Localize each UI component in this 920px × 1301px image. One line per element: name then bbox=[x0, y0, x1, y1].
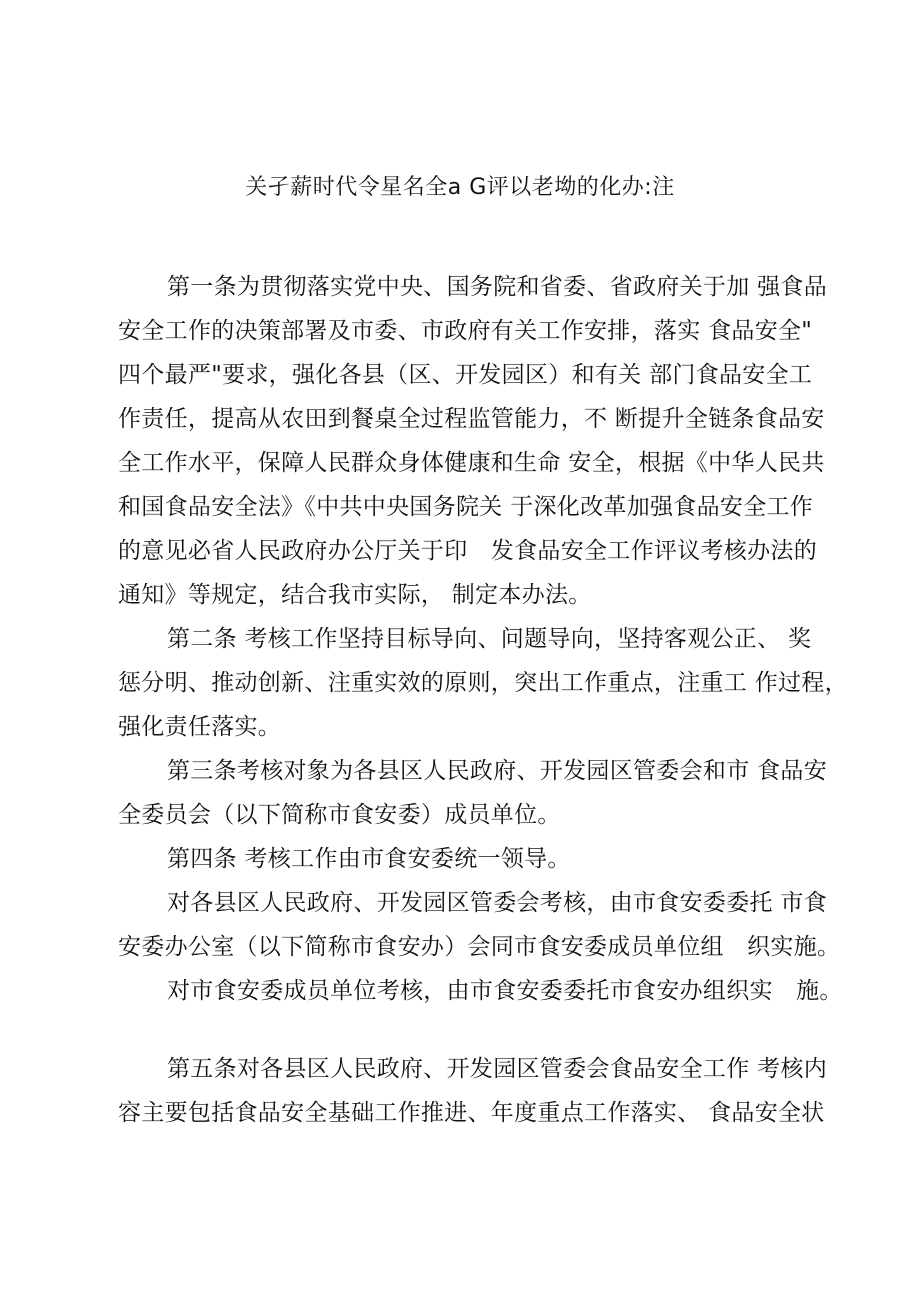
paragraph-line: 全委员会（以下简称市食安委）成员单位。 bbox=[118, 802, 561, 828]
paragraph-line: 对市食安委成员单位考核，由市食安委委托市食安办组织实 施。 bbox=[167, 978, 843, 1004]
paragraph-line: 的意见必省人民政府办公厅关于印 发食品安全工作评议考核办法的 bbox=[118, 538, 817, 564]
paragraph-line: 第二条 考核工作坚持目标导向、问题导向，坚持客观公正、 奖 bbox=[167, 626, 812, 652]
paragraph-line: 全工作水平，保障人民群众身体健康和生命 安全，根据《中华人民共 bbox=[118, 450, 825, 476]
paragraph-line: 通知》等规定，结合我市实际， 制定本办法。 bbox=[118, 582, 592, 608]
paragraph-line: 第一条为贯彻落实党中央、国务院和省委、省政府关于加 强食品 bbox=[167, 274, 828, 300]
paragraph-line: 和国食品安全法》《中共中央国务院关 于深化改革加强食品安全工作 bbox=[118, 494, 814, 520]
paragraph-line: 第三条考核对象为各县区人民政府、开发园区管委会和市 食品安 bbox=[167, 758, 828, 784]
paragraph-line: 惩分明、推动创新、注重实效的原则，突出工作重点，注重工 作过程， bbox=[118, 670, 848, 696]
paragraph-line: 对各县区人民政府、开发园区管委会考核，由市食安委委托 市食 bbox=[167, 890, 828, 916]
paragraph-line: 四个最严"要求，强化各县（区、开发园区）和有关 部门食品安全工 bbox=[118, 362, 813, 388]
paragraph-line: 安全工作的决策部署及市委、市政府有关工作安排，落实 食品安全" bbox=[118, 318, 813, 344]
paragraph-line: 第四条 考核工作由市食安委统一领导。 bbox=[167, 846, 571, 872]
paragraph-line: 容主要包括食品安全基础工作推进、年度重点工作落实、 食品安全状 bbox=[118, 1100, 825, 1126]
paragraph-line: 安委办公室（以下简称市食安办）会同市食安委成员单位组 织实施。 bbox=[118, 934, 841, 960]
paragraph-line: 作责任，提高从农田到餐桌全过程监管能力，不 断提升全链条食品安 bbox=[118, 406, 825, 432]
paragraph-line: 第五条对各县区人民政府、开发园区管委会食品安全工作 考核内 bbox=[167, 1056, 828, 1082]
document-title: 关孑薪时代令星名全a G评以老坳的化办:注 bbox=[245, 175, 675, 200]
paragraph-line: 强化责任落实。 bbox=[118, 714, 282, 740]
